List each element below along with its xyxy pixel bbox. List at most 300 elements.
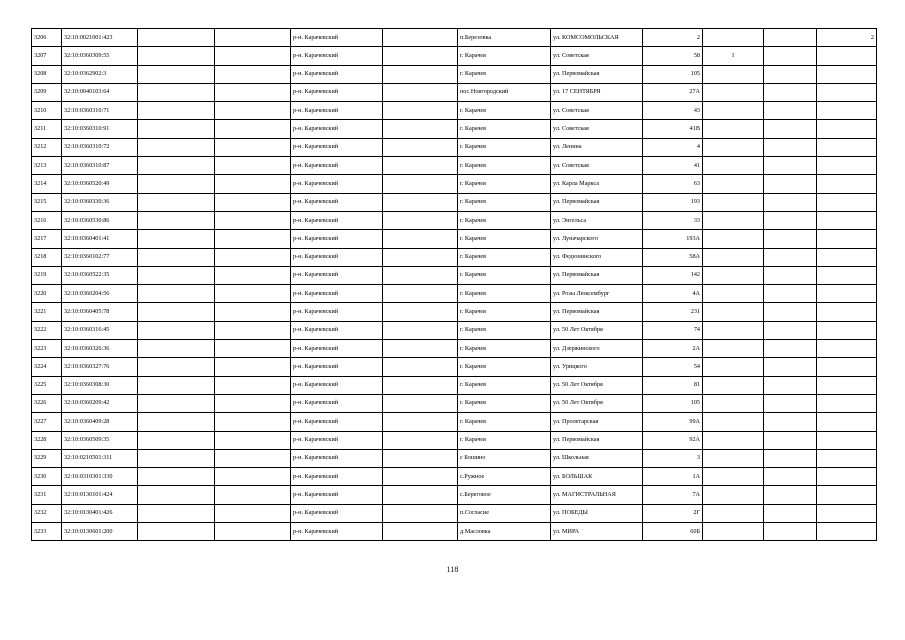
col-6-cell [383, 358, 458, 376]
col-3-cell [138, 413, 215, 431]
value-col-10-cell [703, 211, 764, 229]
col-3-cell [138, 486, 215, 504]
settlement-cell: д.Масловка [458, 523, 551, 541]
value-col-12-cell [817, 303, 877, 321]
col-11-cell [764, 193, 817, 211]
row-number-cell: 3208 [32, 65, 62, 83]
house-number-cell: 41 [643, 157, 703, 175]
street-cell: ул. 17 СЕНТЯБРЯ [551, 83, 643, 101]
col-11-cell [764, 83, 817, 101]
table-row [32, 47, 877, 65]
district-cell: р-н. Карачевский [291, 266, 383, 284]
col-4-cell [215, 431, 291, 449]
value-col-10-cell [703, 486, 764, 504]
col-6-cell [383, 47, 458, 65]
house-number-cell: 193А [643, 230, 703, 248]
col-4-cell [215, 321, 291, 339]
settlement-cell: г. Карачев [458, 358, 551, 376]
table-row [32, 394, 877, 412]
house-number-cell: 74 [643, 321, 703, 339]
settlement-cell: г. Карачев [458, 394, 551, 412]
house-number-cell: 142 [643, 266, 703, 284]
settlement-cell: г. Карачев [458, 303, 551, 321]
table-row [32, 83, 877, 101]
col-11-cell [764, 120, 817, 138]
district-cell: р-н. Карачевский [291, 211, 383, 229]
street-cell: ул. Урицкого [551, 358, 643, 376]
settlement-cell: г. Карачев [458, 138, 551, 156]
col-6-cell [383, 449, 458, 467]
col-3-cell [138, 193, 215, 211]
street-cell: ул. Школьная [551, 449, 643, 467]
col-11-cell [764, 376, 817, 394]
district-cell: р-н. Карачевский [291, 248, 383, 266]
row-number-cell: 3213 [32, 157, 62, 175]
cadastral-number-cell: 32:10:0130101:424 [62, 486, 138, 504]
district-cell: р-н. Карачевский [291, 340, 383, 358]
col-3-cell [138, 102, 215, 120]
col-11-cell [764, 65, 817, 83]
col-6-cell [383, 211, 458, 229]
value-col-10-cell [703, 523, 764, 541]
col-6-cell [383, 138, 458, 156]
col-3-cell [138, 394, 215, 412]
value-col-10-cell [703, 358, 764, 376]
col-11-cell [764, 303, 817, 321]
cadastral-number-cell: 32:10:0360330:36 [62, 193, 138, 211]
col-3-cell [138, 523, 215, 541]
value-col-12-cell [817, 413, 877, 431]
col-11-cell [764, 29, 817, 47]
table-row [32, 175, 877, 193]
house-number-cell: 60Б [643, 523, 703, 541]
cadastral-number-cell: 32:10:0360310:72 [62, 138, 138, 156]
col-3-cell [138, 230, 215, 248]
value-col-12-cell [817, 285, 877, 303]
col-4-cell [215, 340, 291, 358]
street-cell: ул. Пролетарская [551, 413, 643, 431]
col-4-cell [215, 266, 291, 284]
street-cell: ул. МАГИСТРАЛЬНАЯ [551, 486, 643, 504]
col-4-cell [215, 120, 291, 138]
row-number-cell: 3225 [32, 376, 62, 394]
district-cell: р-н. Карачевский [291, 29, 383, 47]
cadastral-number-cell: 32:10:0360102:77 [62, 248, 138, 266]
col-11-cell [764, 47, 817, 65]
table-row [32, 230, 877, 248]
cadastral-number-cell: 32:10:0360401:41 [62, 230, 138, 248]
col-4-cell [215, 468, 291, 486]
district-cell: р-н. Карачевский [291, 468, 383, 486]
col-6-cell [383, 29, 458, 47]
street-cell: ул. Советская [551, 47, 643, 65]
col-6-cell [383, 340, 458, 358]
col-11-cell [764, 340, 817, 358]
settlement-cell: г. Карачев [458, 230, 551, 248]
table-row [32, 102, 877, 120]
district-cell: р-н. Карачевский [291, 358, 383, 376]
row-number-cell: 3218 [32, 248, 62, 266]
row-number-cell: 3219 [32, 266, 62, 284]
cadastral-number-cell: 32:10:0310301:330 [62, 468, 138, 486]
table-row [32, 157, 877, 175]
cadastral-number-cell: 32:10:0360509:35 [62, 431, 138, 449]
value-col-10-cell [703, 303, 764, 321]
cadastral-number-cell: 32:10:0021001:423 [62, 29, 138, 47]
row-number-cell: 3228 [32, 431, 62, 449]
settlement-cell: г. Карачев [458, 266, 551, 284]
street-cell: ул. МИРА [551, 523, 643, 541]
value-col-10-cell [703, 120, 764, 138]
col-11-cell [764, 413, 817, 431]
street-cell: ул. Первомайская [551, 303, 643, 321]
cadastral-number-cell: 32:10:0210501:311 [62, 449, 138, 467]
house-number-cell: 1А [643, 468, 703, 486]
value-col-10-cell [703, 266, 764, 284]
value-col-10-cell [703, 102, 764, 120]
table-row [32, 65, 877, 83]
district-cell: р-н. Карачевский [291, 83, 383, 101]
cadastral-number-cell: 32:10:0040103:64 [62, 83, 138, 101]
value-col-12-cell [817, 468, 877, 486]
value-col-12-cell [817, 230, 877, 248]
cadastral-number-cell: 32:10:0360308:30 [62, 376, 138, 394]
street-cell: ул. Первомайская [551, 266, 643, 284]
table-row [32, 358, 877, 376]
value-col-12-cell [817, 211, 877, 229]
col-3-cell [138, 468, 215, 486]
col-11-cell [764, 504, 817, 522]
table-row [32, 523, 877, 541]
cadastral-number-cell: 32:10:0360310:71 [62, 102, 138, 120]
row-number-cell: 3217 [32, 230, 62, 248]
table-row [32, 449, 877, 467]
col-6-cell [383, 413, 458, 431]
col-3-cell [138, 321, 215, 339]
col-4-cell [215, 394, 291, 412]
col-11-cell [764, 321, 817, 339]
cadastral-number-cell: 32:10:0360405:78 [62, 303, 138, 321]
col-6-cell [383, 65, 458, 83]
col-6-cell [383, 83, 458, 101]
row-number-cell: 3220 [32, 285, 62, 303]
col-11-cell [764, 157, 817, 175]
cadastral-number-cell: 32:10:0130601:200 [62, 523, 138, 541]
settlement-cell: г. Карачев [458, 120, 551, 138]
row-number-cell: 3226 [32, 394, 62, 412]
value-col-10-cell [703, 376, 764, 394]
house-number-cell: 2Г [643, 504, 703, 522]
col-3-cell [138, 83, 215, 101]
table-row [32, 413, 877, 431]
col-6-cell [383, 157, 458, 175]
value-col-12-cell [817, 504, 877, 522]
col-4-cell [215, 193, 291, 211]
table-row [32, 138, 877, 156]
col-3-cell [138, 340, 215, 358]
col-6-cell [383, 248, 458, 266]
street-cell: ул. Советская [551, 157, 643, 175]
col-3-cell [138, 29, 215, 47]
settlement-cell: г. Карачев [458, 413, 551, 431]
table-row [32, 211, 877, 229]
page-number: 118 [446, 565, 459, 574]
table-row [32, 29, 877, 47]
value-col-12-cell [817, 175, 877, 193]
value-col-12-cell [817, 376, 877, 394]
col-6-cell [383, 120, 458, 138]
house-number-cell: 105 [643, 65, 703, 83]
value-col-12-cell [817, 138, 877, 156]
col-3-cell [138, 248, 215, 266]
house-number-cell: 43 [643, 102, 703, 120]
col-11-cell [764, 394, 817, 412]
row-number-cell: 3233 [32, 523, 62, 541]
district-cell: р-н. Карачевский [291, 431, 383, 449]
table-row [32, 303, 877, 321]
district-cell: р-н. Карачевский [291, 413, 383, 431]
house-number-cell: 2А [643, 340, 703, 358]
col-3-cell [138, 449, 215, 467]
row-number-cell: 3211 [32, 120, 62, 138]
col-3-cell [138, 504, 215, 522]
col-6-cell [383, 285, 458, 303]
cadastral-number-cell: 32:10:0360209:42 [62, 394, 138, 412]
cadastral-number-cell: 32:10:0360520:49 [62, 175, 138, 193]
settlement-cell: п.Согласие [458, 504, 551, 522]
value-col-10-cell [703, 157, 764, 175]
col-11-cell [764, 449, 817, 467]
value-col-12-cell [817, 248, 877, 266]
street-cell: ул. Ленина [551, 138, 643, 156]
settlement-cell: г. Карачев [458, 102, 551, 120]
value-col-12-cell [817, 321, 877, 339]
row-number-cell: 3212 [32, 138, 62, 156]
house-number-cell: 99А [643, 413, 703, 431]
value-col-10-cell [703, 504, 764, 522]
street-cell: ул. Советская [551, 120, 643, 138]
col-11-cell [764, 102, 817, 120]
table-row [32, 376, 877, 394]
col-6-cell [383, 193, 458, 211]
row-number-cell: 3222 [32, 321, 62, 339]
row-number-cell: 3215 [32, 193, 62, 211]
row-number-cell: 3232 [32, 504, 62, 522]
col-11-cell [764, 358, 817, 376]
value-col-10-cell [703, 285, 764, 303]
district-cell: р-н. Карачевский [291, 303, 383, 321]
cadastral-number-cell: 32:10:0130401:426 [62, 504, 138, 522]
value-col-10-cell [703, 138, 764, 156]
settlement-cell: г. Карачев [458, 340, 551, 358]
street-cell: ул. Луначарского [551, 230, 643, 248]
col-6-cell [383, 468, 458, 486]
value-col-12-cell [817, 266, 877, 284]
table-row [32, 431, 877, 449]
value-col-10-cell [703, 65, 764, 83]
settlement-cell: г. Карачев [458, 248, 551, 266]
row-number-cell: 3227 [32, 413, 62, 431]
value-col-12-cell [817, 340, 877, 358]
col-3-cell [138, 120, 215, 138]
value-col-10-cell [703, 175, 764, 193]
col-4-cell [215, 138, 291, 156]
value-col-12-cell [817, 120, 877, 138]
house-number-cell: 7А [643, 486, 703, 504]
col-4-cell [215, 47, 291, 65]
house-number-cell: 92А [643, 431, 703, 449]
settlement-cell: г. Карачев [458, 321, 551, 339]
settlement-cell: г. Карачев [458, 193, 551, 211]
settlement-cell: г. Карачев [458, 431, 551, 449]
street-cell: ул. Розы Люксембург [551, 285, 643, 303]
house-number-cell: 193 [643, 193, 703, 211]
col-4-cell [215, 83, 291, 101]
col-4-cell [215, 376, 291, 394]
district-cell: р-н. Карачевский [291, 47, 383, 65]
value-col-10-cell: 1 [703, 47, 764, 65]
house-number-cell: 58 [643, 47, 703, 65]
col-11-cell [764, 431, 817, 449]
settlement-cell: г. Карачев [458, 376, 551, 394]
street-cell: ул. Советская [551, 102, 643, 120]
col-3-cell [138, 376, 215, 394]
district-cell: р-н. Карачевский [291, 157, 383, 175]
col-3-cell [138, 358, 215, 376]
value-col-10-cell [703, 340, 764, 358]
table-row [32, 248, 877, 266]
row-number-cell: 3210 [32, 102, 62, 120]
house-number-cell: 33 [643, 211, 703, 229]
col-11-cell [764, 468, 817, 486]
district-cell: р-н. Карачевский [291, 230, 383, 248]
col-4-cell [215, 157, 291, 175]
settlement-cell: г. Карачев [458, 47, 551, 65]
col-4-cell [215, 523, 291, 541]
settlement-cell: пос.Новгородский [458, 83, 551, 101]
col-4-cell [215, 504, 291, 522]
house-number-cell: 54 [643, 358, 703, 376]
table-row [32, 340, 877, 358]
col-6-cell [383, 102, 458, 120]
value-col-10-cell [703, 29, 764, 47]
col-4-cell [215, 285, 291, 303]
col-4-cell [215, 29, 291, 47]
street-cell: ул. Энгельса [551, 211, 643, 229]
value-col-12-cell [817, 486, 877, 504]
value-col-12-cell [817, 394, 877, 412]
house-number-cell: 81 [643, 376, 703, 394]
district-cell: р-н. Карачевский [291, 321, 383, 339]
row-number-cell: 3230 [32, 468, 62, 486]
col-4-cell [215, 65, 291, 83]
col-11-cell [764, 175, 817, 193]
value-col-10-cell [703, 413, 764, 431]
value-col-12-cell [817, 431, 877, 449]
cadastral-number-cell: 32:10:0360522:35 [62, 266, 138, 284]
col-4-cell [215, 303, 291, 321]
col-6-cell [383, 303, 458, 321]
table-row [32, 120, 877, 138]
col-6-cell [383, 266, 458, 284]
row-number-cell: 3231 [32, 486, 62, 504]
house-number-cell: 27А [643, 83, 703, 101]
house-number-cell: 3 [643, 449, 703, 467]
col-6-cell [383, 431, 458, 449]
house-number-cell: 4 [643, 138, 703, 156]
value-col-10-cell [703, 248, 764, 266]
col-11-cell [764, 211, 817, 229]
col-6-cell [383, 175, 458, 193]
col-4-cell [215, 248, 291, 266]
col-4-cell [215, 230, 291, 248]
row-number-cell: 3223 [32, 340, 62, 358]
house-number-cell: 4А [643, 285, 703, 303]
row-number-cell: 3206 [32, 29, 62, 47]
value-col-12-cell [817, 449, 877, 467]
street-cell: ул. ПОБЕДЫ [551, 504, 643, 522]
street-cell: ул. Первомайская [551, 431, 643, 449]
value-col-10-cell [703, 83, 764, 101]
settlement-cell: г. Карачев [458, 175, 551, 193]
settlement-cell: г. Карачев [458, 65, 551, 83]
value-col-10-cell [703, 230, 764, 248]
col-6-cell [383, 230, 458, 248]
street-cell: ул. 50 Лет Октября [551, 394, 643, 412]
table-row [32, 321, 877, 339]
row-number-cell: 3209 [32, 83, 62, 101]
street-cell: ул. Первомайская [551, 193, 643, 211]
street-cell: ул. Федюнинского [551, 248, 643, 266]
col-3-cell [138, 266, 215, 284]
value-col-12-cell [817, 523, 877, 541]
value-col-10-cell [703, 321, 764, 339]
table-row [32, 504, 877, 522]
street-cell: ул. БОЛЬШАК [551, 468, 643, 486]
row-number-cell: 3221 [32, 303, 62, 321]
col-3-cell [138, 211, 215, 229]
district-cell: р-н. Карачевский [291, 138, 383, 156]
cadastral-number-cell: 32:10:0360316:45 [62, 321, 138, 339]
value-col-12-cell [817, 193, 877, 211]
value-col-12-cell [817, 47, 877, 65]
col-3-cell [138, 138, 215, 156]
cadastral-number-cell: 32:10:0360310:87 [62, 157, 138, 175]
register-table [31, 28, 877, 541]
settlement-cell: с.Береговое [458, 486, 551, 504]
district-cell: р-н. Карачевский [291, 394, 383, 412]
street-cell: ул. Карла Маркса [551, 175, 643, 193]
settlement-cell: с Бошино [458, 449, 551, 467]
value-col-12-cell [817, 83, 877, 101]
house-number-cell: 41В [643, 120, 703, 138]
col-4-cell [215, 449, 291, 467]
table-row [32, 266, 877, 284]
col-4-cell [215, 486, 291, 504]
cadastral-number-cell: 32:10:0360310:91 [62, 120, 138, 138]
col-11-cell [764, 486, 817, 504]
col-3-cell [138, 47, 215, 65]
value-col-12-cell [817, 102, 877, 120]
settlement-cell: г. Карачев [458, 157, 551, 175]
value-col-10-cell [703, 394, 764, 412]
cadastral-number-cell: 32:10:0360409:28 [62, 413, 138, 431]
col-11-cell [764, 248, 817, 266]
col-11-cell [764, 138, 817, 156]
district-cell: р-н. Карачевский [291, 376, 383, 394]
house-number-cell: 63 [643, 175, 703, 193]
col-3-cell [138, 175, 215, 193]
